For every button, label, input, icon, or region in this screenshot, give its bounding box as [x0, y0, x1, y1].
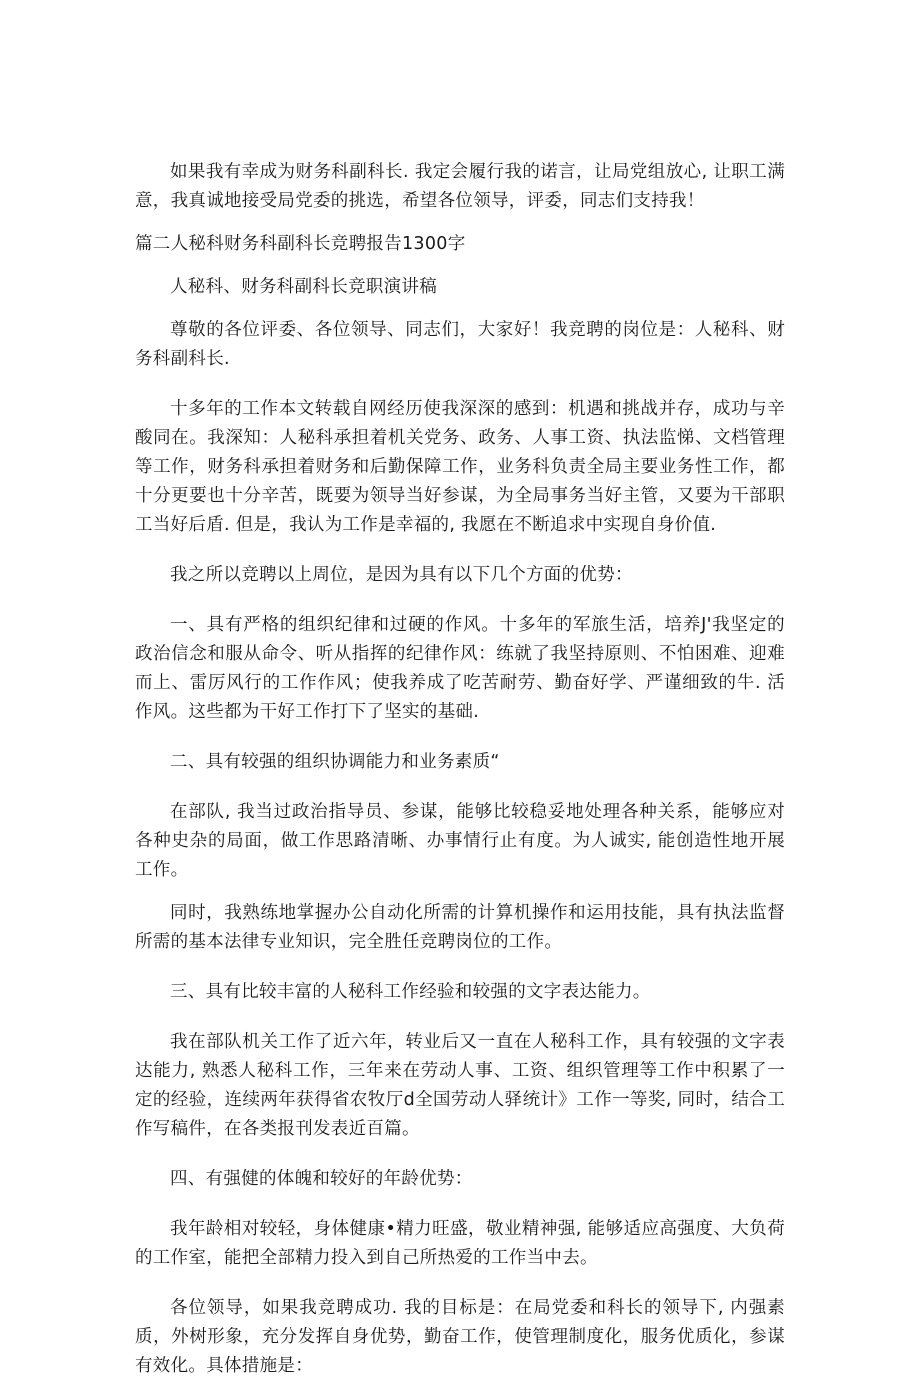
paragraph-health: 我年龄相对较轻，身体健康•精力旺盛，敬业精神强, 能够适应高强度、大负荷的工作室，能把全部精力投入到自己所热爱的工作当中去。	[135, 1219, 785, 1268]
paragraph-closing-pledge: 如果我有幸成为财务科副科长. 我定会履行我的诺言，让局党组放心, 让职工满意，我真诚地接受局党委的挑选，希望各位领导，评委，同志们支持我！	[135, 162, 785, 211]
paragraph-experience: 十多年的工作本文转载自网经历使我深深的感到：机遇和挑战并存，成功与辛酸同在。我深知：人秘科承担着机关党务、政务、人事工资、执法监悌、文档管理等工作，财务科承担着财务和后勤保障工作，业务科负责全局主要业务性工作，都十分更要也十分辛苦，既要为领导当好参谋，为全局事务当好主管，又要为干部职工当好后盾. 但是，我认为工作是幸福的, 我愿在不断追求中实现自身价值.	[135, 399, 785, 535]
paragraph-advantages-intro: 我之所以竞聘以上周位，是因为具有以下几个方面的优势：	[170, 565, 633, 585]
paragraph-greeting: 尊敬的各位评委、各位领导、同志们，大家好！我竞聘的岗位是：人秘科、财务科副科长.	[135, 320, 785, 369]
paragraph-advantage-1: 一、具有严格的组织纪律和过硬的作风。十多年的军旅生活，培养J'我坚定的政治信念和服从命令、听从指挥的纪律作风：练就了我坚持原则、不怕困难、迎难而上、雷厉风行的工作作风；使我养成了吃苦耐劳、勤奋好学、严谨细致的牛. 活作风。这些都为干好工作打下了坚实的基础.	[135, 615, 785, 722]
paragraph-goals: 各位领导，如果我竞聘成功. 我的目标是：在局党委和科长的领导下, 内强素质，外树形象，充分发挥自身优势，勤奋工作，使管理制度化，服务优质化，参谋有效化。具体措施是：	[135, 1298, 785, 1376]
paragraph-advantage-3-heading: 三、具有比较丰富的人秘科工作经验和较强的文字表达能力。	[170, 982, 651, 1002]
document-body	[135, 158, 785, 1381]
paragraph-advantage-4-heading: 四、有强健的体魄和较好的年龄优势：	[170, 1169, 473, 1189]
speech-title: 人秘科、财务科副科长竞职演讲稿	[170, 277, 437, 297]
paragraph-military-experience: 在部队, 我当过政治指导员、参谋，能够比较稳妥地处理各种关系，能够应对各种史杂的局面，做工作思路清晰、办事情行止有度。为人诚实, 能创造性地开展工作。	[135, 802, 785, 880]
paragraph-skills: 同时，我熟练地掌握办公自动化所需的计算机操作和运用技能，具有执法监督所需的基本法律专业知识，完全胜任竞聘岗位的工作。	[135, 903, 785, 952]
paragraph-work-experience: 我在部队机关工作了近六年，转业后又一直在人秘科工作，具有较强的文字表达能力, 熟悉人秘科工作，三年来在劳动人事、工资、组织管理等工作中积累了一定的经验，连续两年获得省农牧厅d全国劳动人驿统计》工作一等奖, 同时，结合工作写稿件，在各类报刊发表近百篇。	[135, 1032, 785, 1139]
paragraph-advantage-2-heading: 二、具有较强的组织协调能力和业务素质“	[170, 752, 500, 772]
section-heading: 篇二人秘科财务科副科长竞聘报告1300字	[135, 234, 466, 254]
